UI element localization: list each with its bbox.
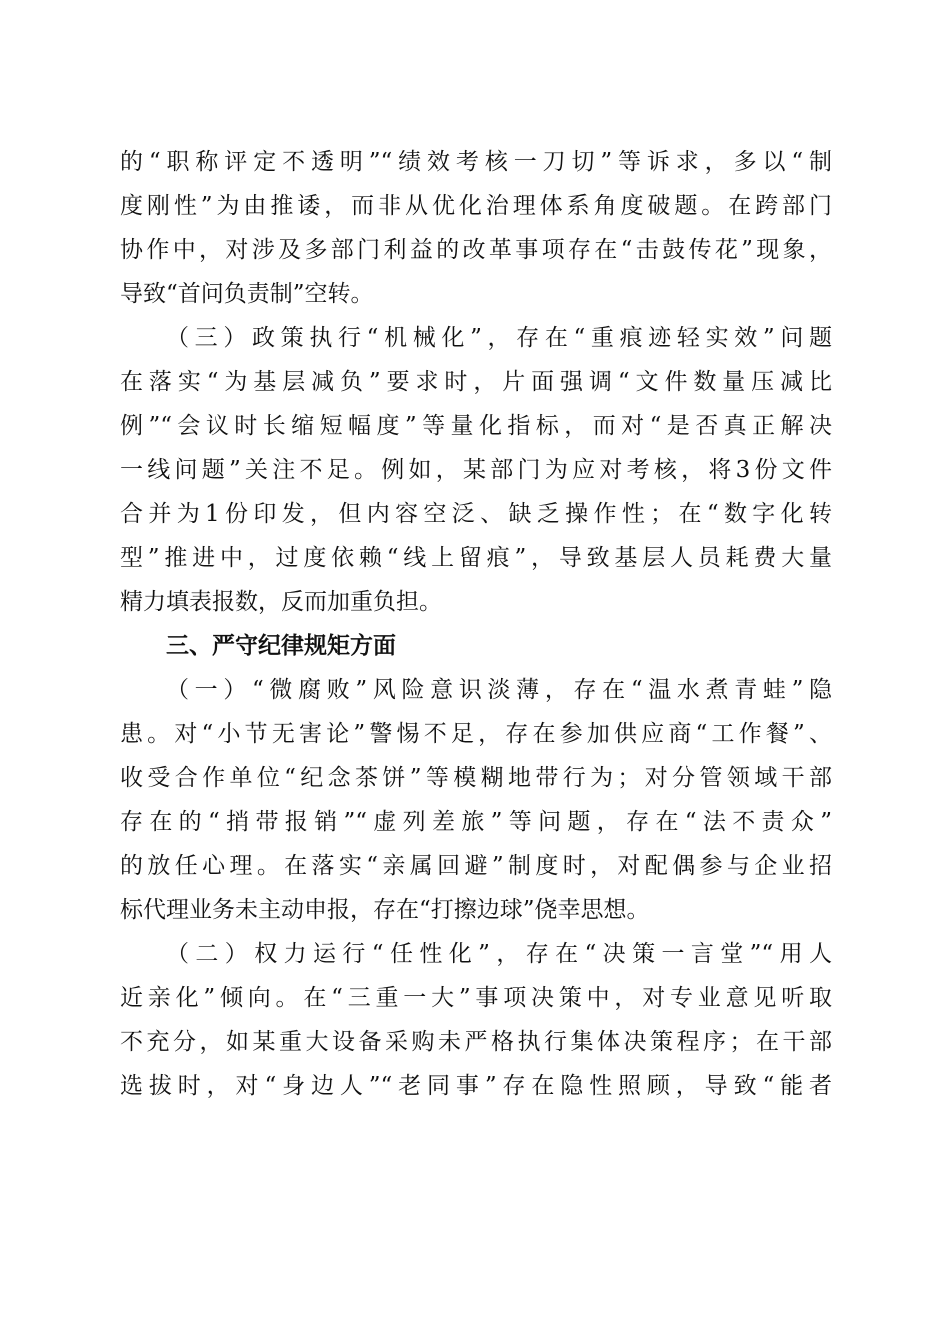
text-line: 度刚性”为由推诿，而非从优化治理体系角度破题。在跨部门 <box>120 193 832 219</box>
text-line: 患。对“小节无害论”警惕不足，存在参加供应商“工作餐”、 <box>120 721 832 747</box>
paragraph-2 <box>120 316 832 624</box>
section-heading: 三、严守纪律规矩方面 <box>166 633 396 659</box>
text-line: 存在的“捎带报销”“虚列差旅”等问题，存在“法不责众” <box>120 809 832 835</box>
text-line: 合并为1份印发，但内容空泛、缺乏操作性；在“数字化转 <box>120 501 832 527</box>
paragraph-1 <box>120 140 832 316</box>
text-line: 的放任心理。在落实“亲属回避”制度时，对配偶参与企业招 <box>120 853 832 879</box>
text-line: （一）“微腐败”风险意识淡薄，存在“温水煮青蛙”隐 <box>166 677 832 703</box>
text-line: （三）政策执行“机械化”，存在“重痕迹轻实效”问题 <box>166 325 832 351</box>
text-line: 协作中，对涉及多部门利益的改革事项存在“击鼓传花”现象， <box>120 237 832 263</box>
text-line: 型”推进中，过度依赖“线上留痕”，导致基层人员耗费大量 <box>120 545 832 571</box>
document-body <box>120 140 832 1108</box>
paragraph-4 <box>120 932 832 1108</box>
text-line: 不充分，如某重大设备采购未严格执行集体决策程序；在干部 <box>120 1029 832 1055</box>
text-line: 标代理业务未主动申报，存在“打擦边球”侥幸思想。 <box>120 897 650 923</box>
text-line: 导致“首问负责制”空转。 <box>120 281 374 307</box>
text-line: 例”“会议时长缩短幅度”等量化指标，而对“是否真正解决 <box>120 413 832 439</box>
text-line: 近亲化”倾向。在“三重一大”事项决策中，对专业意见听取 <box>120 985 832 1011</box>
paragraph-3 <box>120 668 832 932</box>
text-line: （二）权力运行“任性化”，存在“决策一言堂”“用人 <box>166 941 832 967</box>
text-line: 选拔时，对“身边人”“老同事”存在隐性照顾，导致“能者 <box>120 1073 832 1099</box>
text-line: 精力填表报数，反而加重负担。 <box>120 589 442 615</box>
text-line: 的“职称评定不透明”“绩效考核一刀切”等诉求，多以“制 <box>120 149 832 175</box>
text-line: 收受合作单位“纪念茶饼”等模糊地带行为；对分管领域干部 <box>120 765 832 791</box>
text-line: 一线问题”关注不足。例如，某部门为应对考核，将3份文件 <box>120 457 832 483</box>
text-line: 在落实“为基层减负”要求时，片面强调“文件数量压减比 <box>120 369 832 395</box>
